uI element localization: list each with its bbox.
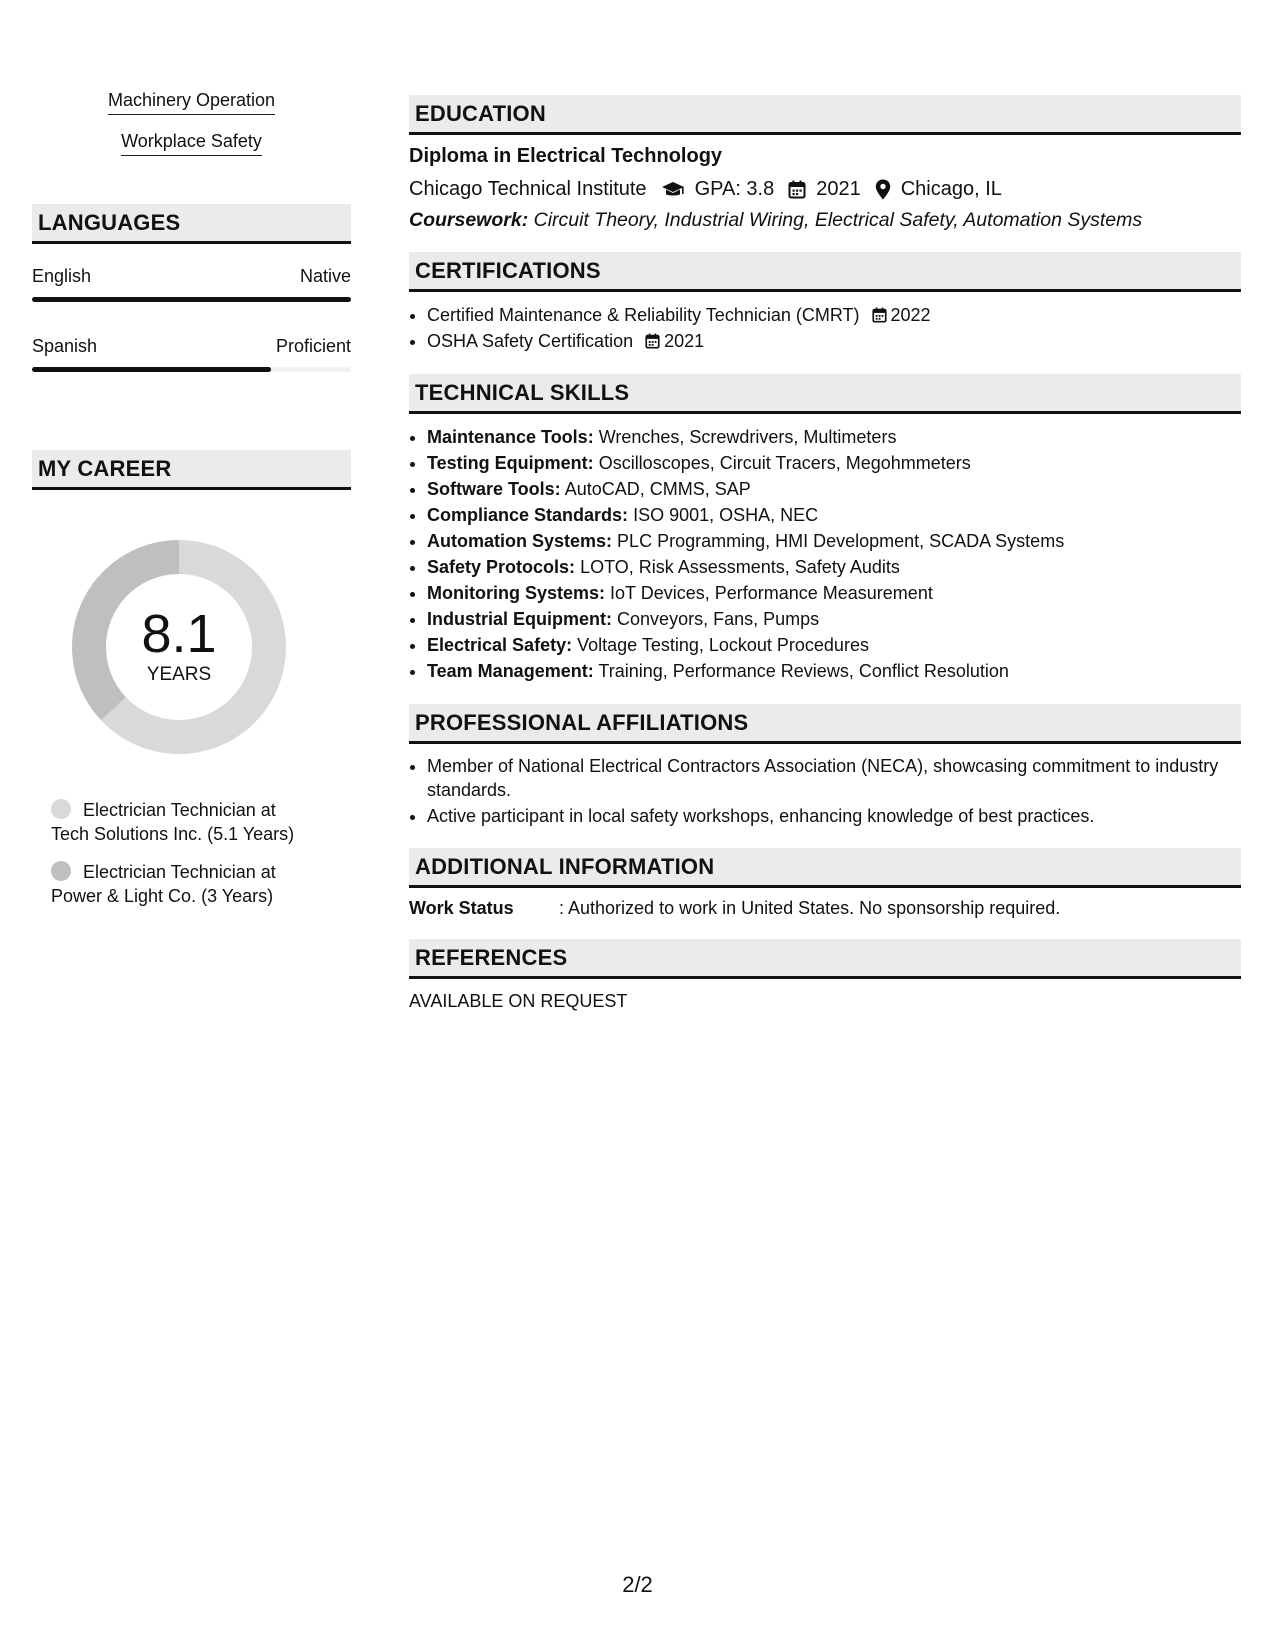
coursework: [409, 209, 1241, 232]
list-item: [427, 632, 1241, 658]
skill-value: ISO 9001, OSHA, NEC: [633, 505, 819, 525]
gpa: GPA: 3.8: [694, 178, 775, 200]
career-legend-item: [51, 798, 351, 846]
language-bar: [32, 297, 351, 302]
skill-label: Safety Protocols:: [427, 557, 576, 577]
list-item: [427, 606, 1241, 632]
list-item: • Member of National Electrical Contractors Association (NECA), showcasing commitment to industry standards.: [427, 754, 1241, 802]
coursework-label: Coursework:: [409, 209, 529, 231]
map-pin-icon: [875, 179, 891, 200]
technical-skills-heading: TECHNICAL SKILLS: [409, 374, 1241, 414]
calendar-icon: [872, 307, 887, 323]
skill-value: Training, Performance Reviews, Conflict Resolution: [598, 661, 1009, 681]
languages-heading: LANGUAGES: [32, 204, 351, 244]
certification-year: 2022: [890, 305, 931, 325]
skill-label: Maintenance Tools:: [427, 427, 594, 447]
language-level: Native: [299, 266, 351, 286]
graduation-cap-icon: [661, 181, 685, 199]
skill-label: Monitoring Systems:: [427, 583, 606, 603]
list-item: [427, 554, 1241, 580]
degree-title: Diploma in Electrical Technology: [409, 145, 723, 167]
skill-label: Compliance Standards:: [427, 505, 629, 525]
work-status-row: [409, 898, 1241, 919]
list-item: [427, 528, 1241, 554]
role-line1: Electrician Technician at: [83, 862, 276, 882]
technical-skills-list: [409, 424, 1241, 684]
skill-value: AutoCAD, CMMS, SAP: [564, 479, 751, 499]
role-line1: Electrician Technician at: [83, 800, 276, 820]
language-bar: [32, 367, 351, 372]
career-legend-item: [51, 860, 351, 908]
language-level: Proficient: [275, 336, 351, 356]
list-item: [427, 450, 1241, 476]
skill-value: Voltage Testing, Lockout Procedures: [577, 635, 869, 655]
certification-name: Certified Maintenance & Reliability Technician (CMRT): [427, 305, 860, 325]
skill-tag: Machinery Operation: [108, 90, 275, 115]
additional-info-heading: ADDITIONAL INFORMATION: [409, 848, 1241, 888]
skill-label: Electrical Safety:: [427, 635, 573, 655]
skill-tag-row: [32, 125, 351, 166]
skill-value: Conveyors, Fans, Pumps: [617, 609, 820, 629]
skill-value: Oscilloscopes, Circuit Tracers, Megohmmeters: [598, 453, 971, 473]
language-bar-fill: [32, 297, 351, 302]
work-status-value: : Authorized to work in United States. No sponsorship required.: [559, 898, 1061, 918]
page-number: 2/2: [622, 1572, 653, 1597]
skill-label: Testing Equipment:: [427, 453, 594, 473]
skill-value: Wrenches, Screwdrivers, Multimeters: [598, 427, 897, 447]
skill-label: Team Management:: [427, 661, 594, 681]
right-column: [409, 95, 1241, 1012]
language-name: English: [32, 266, 92, 286]
list-item: [427, 502, 1241, 528]
list-item: • Active participant in local safety workshops, enhancing knowledge of best practices.: [427, 804, 1241, 828]
role-line2: Power & Light Co. (3 Years): [51, 886, 274, 906]
role-line2: Tech Solutions Inc. (5.1 Years): [51, 824, 295, 844]
career-section: [32, 450, 351, 908]
school-location: Chicago, IL: [900, 178, 1002, 200]
certification-name: OSHA Safety Certification: [427, 331, 634, 351]
skill-label: Industrial Equipment:: [427, 609, 613, 629]
list-item: [427, 476, 1241, 502]
list-item: [427, 328, 1241, 354]
career-years-label: YEARS: [146, 664, 212, 685]
calendar-icon: [788, 180, 806, 199]
skill-value: LOTO, Risk Assessments, Safety Audits: [580, 557, 900, 577]
skill-tag: Workplace Safety: [121, 131, 262, 156]
donut-center: [64, 532, 294, 686]
skill-label: Automation Systems:: [427, 531, 613, 551]
legend-dot-icon: [51, 861, 71, 881]
language-row: [32, 336, 351, 357]
list-item: [427, 424, 1241, 450]
language-name: Spanish: [32, 336, 98, 356]
affiliations-list: [409, 754, 1241, 828]
references-heading: REFERENCES: [409, 939, 1241, 979]
language-row: [32, 266, 351, 287]
skill-value: PLC Programming, HMI Development, SCADA Systems: [617, 531, 1065, 551]
certifications-list: [409, 302, 1241, 354]
language-bar-fill: [32, 367, 271, 372]
education-heading: EDUCATION: [409, 95, 1241, 135]
legend-dot-icon: [51, 799, 71, 819]
left-column: [32, 84, 351, 922]
skill-value: IoT Devices, Performance Measurement: [610, 583, 933, 603]
references-text: AVAILABLE ON REQUEST: [409, 991, 628, 1011]
affiliations-heading: PROFESSIONAL AFFILIATIONS: [409, 704, 1241, 744]
skill-tag-row: [32, 84, 351, 125]
career-heading: MY CAREER: [32, 450, 351, 490]
calendar-icon: [645, 333, 660, 349]
languages-section: [32, 204, 351, 372]
coursework-value: Circuit Theory, Industrial Wiring, Electrical Safety, Automation Systems: [533, 209, 1143, 231]
graduation-year: 2021: [816, 178, 861, 200]
list-item: [427, 580, 1241, 606]
career-legend: [51, 798, 351, 908]
career-donut-chart: [64, 532, 294, 762]
list-item: [427, 302, 1241, 328]
education-details: [409, 178, 1241, 201]
list-item: [427, 658, 1241, 684]
certifications-heading: CERTIFICATIONS: [409, 252, 1241, 292]
certification-year: 2021: [664, 331, 705, 351]
school-name: Chicago Technical Institute: [409, 178, 647, 200]
skill-label: Software Tools:: [427, 479, 561, 499]
work-status-label: Work Status: [409, 898, 514, 918]
career-total-years: 8.1: [141, 604, 217, 664]
